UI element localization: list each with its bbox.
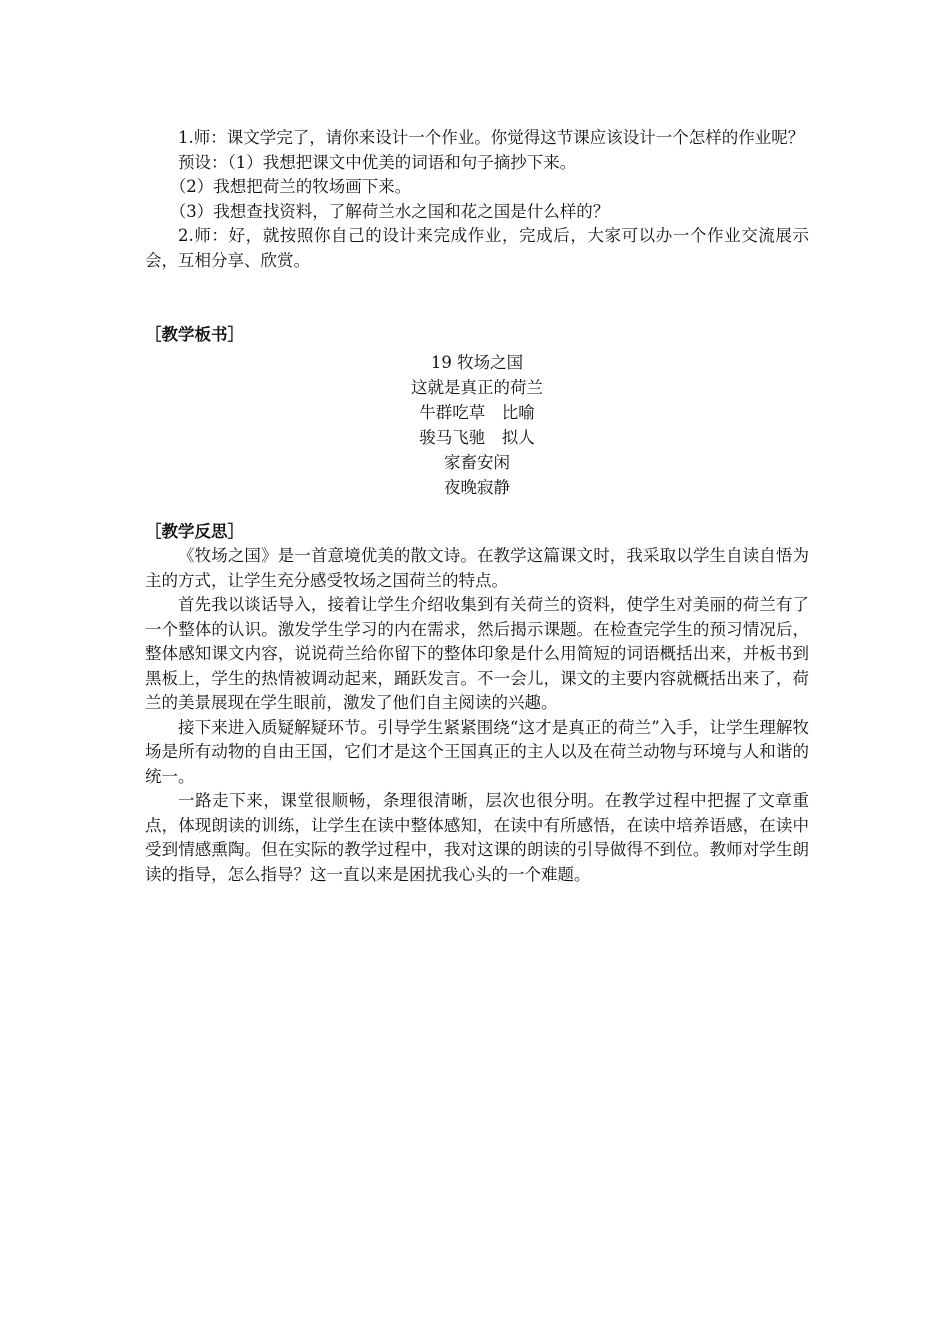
section-spacer — [145, 500, 809, 520]
board-line: 家畜安闲 — [444, 453, 510, 472]
board-line: 19 牧场之国 — [430, 353, 524, 372]
board-line: 骏马飞驰 拟人 — [419, 428, 535, 447]
board-line: 牛群吃草 比喻 — [419, 403, 535, 422]
board-heading: ［教学板书］ — [145, 325, 244, 344]
reflection-paragraph: 一路走下来，课堂很顺畅，条理很清晰，层次也很分明。在教学过程中把握了文章重点，体现朗读的训练，让学生在读中整体感知，在读中有所感悟，在读中培养语感，在读中受到情感熏陶。但在实际的教学过程中，我对这课的朗读的引导做得不到位。教师对学生朗读的指导，怎么指导？这一直以来是困扰我心头的一个难题。 — [145, 791, 809, 884]
reflection-heading: ［教学反思］ — [145, 522, 244, 541]
board-content — [145, 350, 809, 500]
reflection-paragraph: 《牧场之国》是一首意境优美的散文诗。在教学这篇课文时，我采取以学生自读自悟为主的方式，让学生充分感受牧场之国荷兰的特点。 — [145, 546, 809, 590]
homework-paragraph-2: 2.师：好，就按照你自己的设计来完成作业，完成后，大家可以办一个作业交流展示会，互相分享、欣赏。 — [145, 226, 809, 270]
section-spacer — [145, 273, 809, 323]
homework-preset-1: 预设：（1）我想把课文中优美的词语和句子摘抄下来。 — [178, 152, 577, 172]
reflection-paragraph: 接下来进入质疑解疑环节。引导学生紧紧围绕“这才是真正的荷兰”入手，让学生理解牧场是所有动物的自由王国，它们才是这个王国真正的主人以及在荷兰动物与环境与人和谐的统一。 — [145, 717, 809, 786]
homework-paragraph-1: 1.师：课文学完了，请你来设计一个作业。你觉得这节课应该设计一个怎样的作业呢？ — [178, 128, 805, 147]
homework-preset-3: （3）我想查找资料，了解荷兰水之国和花之国是什么样的？ — [169, 201, 610, 221]
board-line: 这就是真正的荷兰 — [411, 378, 543, 397]
board-line: 夜晚寂静 — [444, 478, 510, 497]
reflection-paragraph: 首先我以谈话导入，接着让学生介绍收集到有关荷兰的资料，使学生对美丽的荷兰有了一个整体的认识。激发学生学习的内在需求，然后揭示课题。在检查完学生的预习情况后，整体感知课文内容，说说荷兰给你留下的整体印象是什么用简短的词语概括出来，并板书到黑板上，学生的热情被调动起来，踊跃发言。不一会儿，课文的主要内容就概括出来了，荷兰的美景展现在学生眼前，激发了他们自主阅读的兴趣。 — [145, 595, 809, 712]
homework-preset-2: （2）我想把荷兰的牧场画下来。 — [169, 177, 412, 196]
document-page — [145, 126, 809, 887]
